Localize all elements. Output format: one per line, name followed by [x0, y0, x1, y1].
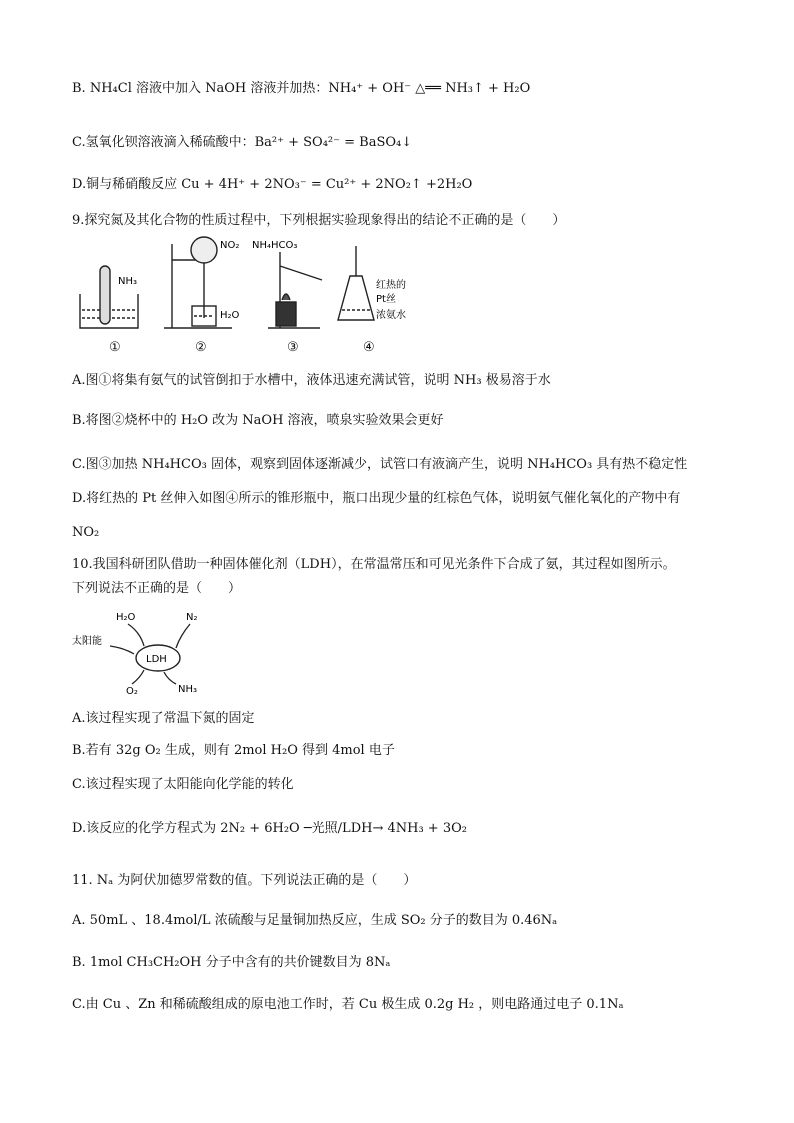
fig9-label-h2o: H₂O	[220, 310, 240, 321]
fig9-label-hot: 红热的	[376, 280, 406, 291]
fig9-label-nh4hco3: NH₄HCO₃	[252, 240, 298, 251]
line-q8c: C.氢氧化钡溶液滴入稀硫酸中：Ba²⁺ + SO₄²⁻ = BaSO₄↓	[72, 135, 413, 150]
fig9-caption-2: ②	[195, 340, 207, 355]
fig9-caption-3: ③	[287, 340, 299, 355]
solar-label: 太阳能	[72, 636, 102, 647]
fig9-caption-4: ④	[363, 340, 375, 355]
option-11a: A. 50mL 、18.4mol/L 浓硫酸与足量铜加热反应，生成 SO₂ 分子的数目为 0.46Nₐ	[72, 913, 558, 928]
fig9-label-ammonia: 浓氨水	[376, 310, 406, 321]
option-9a: A.图①将集有氨气的试管倒扣于水槽中，液体迅速充满试管，说明 NH₃ 极易溶于水	[72, 373, 551, 388]
fig9-label-nh3: NH₃	[118, 276, 138, 287]
option-9d-line2: NO₂	[72, 525, 100, 540]
o2-label: O₂	[126, 686, 138, 697]
h2o-label: H₂O	[116, 612, 136, 623]
fig9-label-no2: NO₂	[220, 240, 240, 251]
option-9d-line1: D.将红热的 Pt 丝伸入如图④所示的锥形瓶中，瓶口出现少量的红棕色气体，说明氨气催化氧化的产物中有	[72, 491, 681, 506]
question-9: 9.探究氮及其化合物的性质过程中，下列根据实验现象得出的结论不正确的是（ ）	[72, 213, 566, 228]
line-q8d: D.铜与稀硝酸反应 Cu + 4H⁺ + 2NO₃⁻ = Cu²⁺ + 2NO₂↑ +2H₂O	[72, 177, 473, 192]
figure-9-apparatus	[72, 236, 432, 360]
n2-label: N₂	[186, 612, 198, 623]
option-9b: B.将图②烧杯中的 H₂O 改为 NaOH 溶液，喷泉实验效果会更好	[72, 413, 444, 428]
option-9c: C.图③加热 NH₄HCO₃ 固体，观察到固体逐渐减少，试管口有液滴产生，说明 NH₄HCO₃ 具有热不稳定性	[72, 457, 688, 472]
option-10b: B.若有 32g O₂ 生成，则有 2mol H₂O 得到 4mol 电子	[72, 743, 395, 758]
fig9-flask	[338, 246, 374, 320]
line-q8b: B. NH₄Cl 溶液中加入 NaOH 溶液并加热：NH₄⁺ + OH⁻ △══ NH₃↑ + H₂O	[72, 81, 531, 96]
nh3-label: NH₃	[178, 684, 198, 695]
fig9-caption-1: ①	[109, 340, 121, 355]
question-10-line2: 下列说法不正确的是（ ）	[72, 581, 242, 596]
question-10-line1: 10.我国科研团队借助一种固体催化剂（LDH），在常温常压和可见光条件下合成了氨，其过程如图所示。	[72, 557, 676, 572]
option-11c: C.由 Cu 、Zn 和稀硫酸组成的原电池工作时，若 Cu 极生成 0.2g H₂ ，则电路通过电子 0.1Nₐ	[72, 997, 624, 1012]
fig9-label-pt: Pt丝	[376, 294, 396, 305]
option-10a: A.该过程实现了常温下氮的固定	[72, 711, 255, 726]
option-11b: B. 1mol CH₃CH₂OH 分子中含有的共价键数目为 8Nₐ	[72, 955, 391, 970]
option-10d: D.该反应的化学方程式为 2N₂ + 6H₂O ─光照/LDH→ 4NH₃ + 3O₂	[72, 821, 467, 836]
fig9-heating	[268, 252, 322, 328]
question-11: 11. Nₐ 为阿伏加德罗常数的值。下列说法正确的是（ ）	[72, 873, 417, 888]
option-10c: C.该过程实现了太阳能向化学能的转化	[72, 777, 294, 792]
figure-10-ldh-cycle	[72, 606, 222, 698]
ldh-label: LDH	[146, 654, 167, 665]
